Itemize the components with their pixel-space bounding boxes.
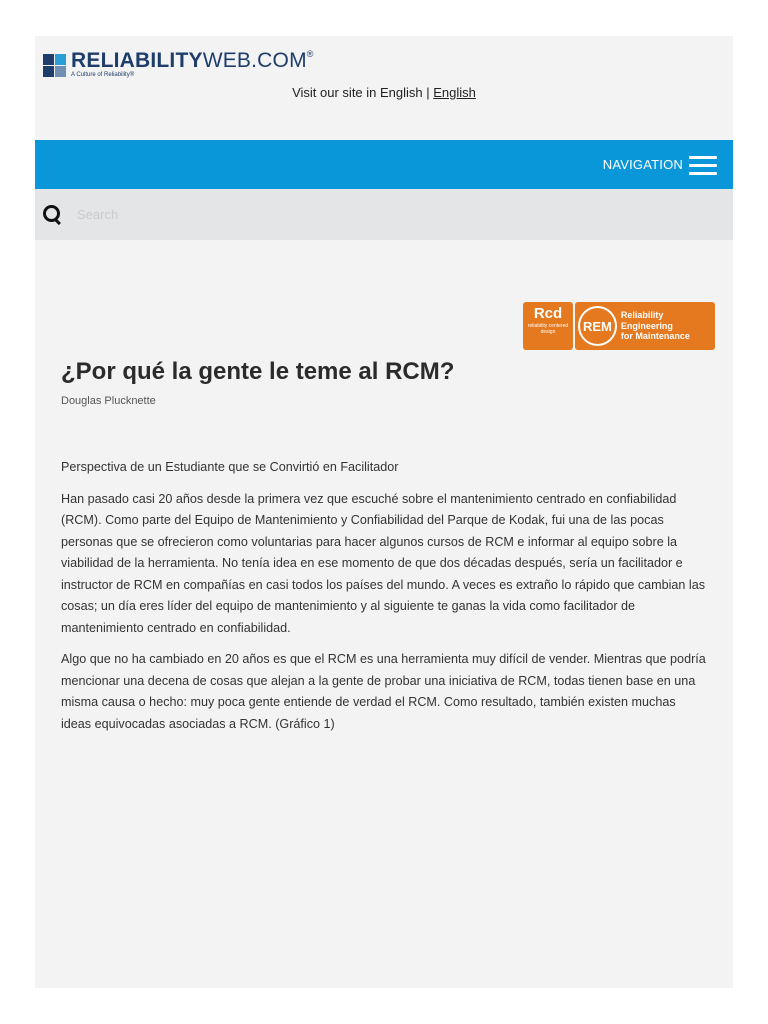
logo-wordmark: RELIABILITYWEB.COM® xyxy=(71,49,314,72)
language-notice: Visit our site in English | English xyxy=(292,85,476,100)
article-title: ¿Por qué la gente le teme al RCM? xyxy=(61,358,455,385)
search-bar xyxy=(35,189,733,240)
site-header xyxy=(35,36,733,140)
navigation-label[interactable]: NAVIGATION xyxy=(602,157,683,172)
hamburger-menu-icon[interactable] xyxy=(689,154,717,176)
navigation-bar xyxy=(35,140,733,189)
logo-mark-icon xyxy=(43,50,69,76)
logo-tagline: A Culture of Reliability® xyxy=(71,72,135,78)
article-paragraph: Perspectiva de un Estudiante que se Convirtió en Facilitador xyxy=(61,460,399,474)
category-badges xyxy=(523,302,715,350)
article-paragraph: Han pasado casi 20 años desde la primera vez que escuché sobre el mantenimiento centrado en confiabilidad (RCM). Como parte del Equipo de Mantenimiento y Confiabilidad del Parque de Kodak, fui una de las pocas personas que se ofrecieron como voluntarias para hacer algunos cursos de RCM e informar al equipo sobre la viabilidad de la herramienta. No tenía idea en ese momento de que dos décadas después, sería un facilitador e instructor de RCM en compañías en casi todos los países del mundo. A veces es extraño lo rápido que cambian las cosas; un día eres líder del equipo de mantenimiento y al siguiente te ganas la vida como facilitador de mantenimiento centrado en confiabilidad. xyxy=(61,491,706,635)
english-site-link[interactable]: English xyxy=(433,85,476,100)
article-body xyxy=(61,457,709,745)
search-input[interactable] xyxy=(75,206,479,223)
rcd-badge[interactable]: Rcd reliability centered design xyxy=(523,302,573,350)
page-container xyxy=(35,36,733,988)
rem-logo-icon: REM xyxy=(578,306,617,346)
article-author[interactable]: Douglas Plucknette xyxy=(61,395,156,407)
article-paragraph: Algo que no ha cambiado en 20 años es que el RCM es una herramienta muy difícil de vender. Mientras que podría mencionar una decena de cosas que alejan a la gente de probar una iniciativa de RCM, todas tienen base en una misma causa o hecho: muy poca gente entiende de verdad el RCM. Como resultado, también existen muchas ideas equivocadas asociadas a RCM. (Gráfico 1) xyxy=(61,652,706,731)
search-icon[interactable] xyxy=(43,205,63,225)
rem-badge[interactable]: REM Reliability Engineering for Maintenance xyxy=(575,302,715,350)
site-logo[interactable] xyxy=(43,50,314,78)
